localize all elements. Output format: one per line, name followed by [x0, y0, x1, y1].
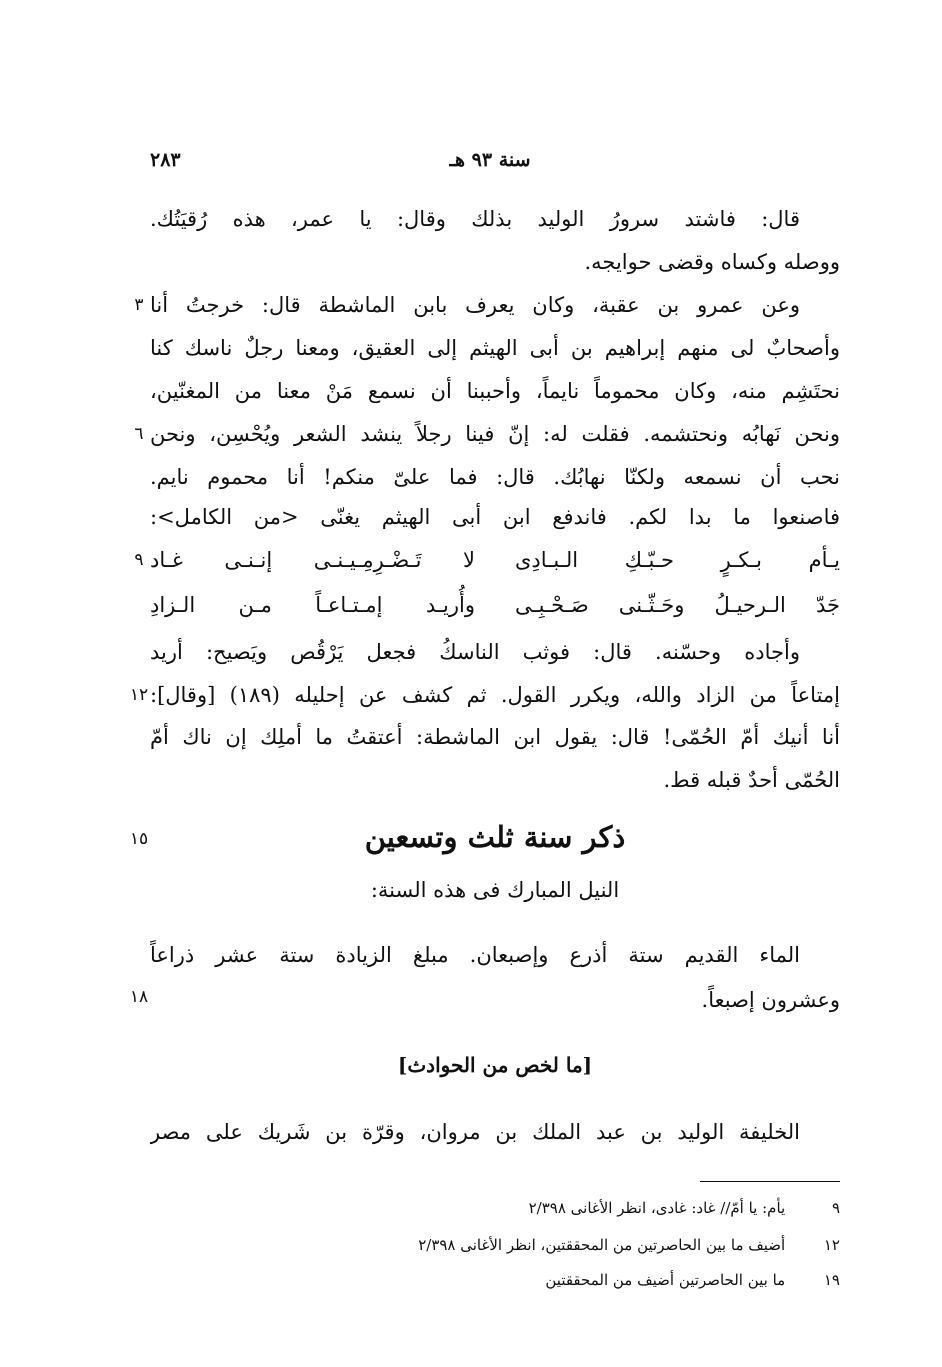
line-number: ١٥ [129, 829, 149, 849]
text-line: نحب أن نسمعه ولكنّا نهابُك. قال: فما علىّ منكم! أنا محموم نايم. [150, 465, 840, 489]
verse-hemistich-first: جَدّ الـرحيـلُ وحَـثّـنى صَـحْـبِـى [515, 593, 840, 617]
line-number: ١٢ [129, 685, 149, 705]
footnote-number: ١٢ [823, 1236, 840, 1254]
footnote [300, 1231, 840, 1259]
footnote-text: أضيف ما بين الحاصرتين من المحققتين، انظر الأغانى ٢/٣٩٨ [418, 1236, 786, 1254]
text-line: نحتَشِم منه، وكان محموماً نايماً، وأحببنا أن نسمع مَنْ معنا من المغنّين، [150, 379, 840, 403]
text-line: الحُمّى أحدٌ قبله قط. [663, 768, 840, 792]
footnote-text: يأم: يا أمّ// غاد: غادى، انظر الأغانى ٢/٣٩٨ [528, 1199, 786, 1217]
text-line: فاصنعوا ما بدا لكم. فاندفع ابن أبى الهيثم يغنّى <من الكامل>: [150, 505, 840, 529]
section-title: ذكر سنة ثلث وتسعين [364, 820, 626, 854]
text-line: أنا أنيك أمّ الحُمّى! قال: يقول ابن الماشطة: أعتقتُ ما أملِك إن ناك أمّ [150, 725, 840, 749]
line-number: ١٨ [129, 987, 149, 1007]
line-number: ٩ [134, 550, 144, 570]
line-number: ٣ [134, 295, 144, 315]
text-line: إمتاعاً من الزاد والله، ويكرر القول. ثم كشف عن إحليله (١٨٩) [وقال]: [150, 683, 840, 707]
footnote [300, 1194, 840, 1222]
verse-hemistich-second: لا تَـضْـرِمِـيـنـى إنـنـى غـاد [150, 548, 475, 572]
footnote [300, 1266, 840, 1294]
footnote-number: ١٩ [823, 1271, 840, 1289]
page-number: ٢٨٣ [150, 149, 181, 171]
events-heading: [ما لخص من الحوادث] [397, 1053, 593, 1077]
text-line: وأجاده وحسّنه. قال: فوثب الناسكُ فجعل يَرْقُص ويَصيح: أريد [150, 640, 800, 664]
text-line: وعن عمرو بن عقبة، وكان يعرف بابن الماشطة قال: خرجتُ أنا [150, 293, 800, 317]
verse-hemistich-first: يـأم بـكـرٍ حـبّـكِ الـبـادِى [515, 548, 840, 572]
text-line: الخليفة الوليد بن عبد الملك بن مروان، وقرّة بن شَريك على مصر [150, 1120, 800, 1144]
text-line: ونحن نَهابُه ونحتشمه. فقلت له: إنّ فينا رجلاً ينشد الشعر ويُحْسِن، ونحن [150, 422, 840, 446]
text-line: وعشرون إصبعاً. [701, 988, 840, 1012]
footnote-number: ٩ [831, 1199, 840, 1217]
footnote-separator [700, 1181, 840, 1182]
footnote-text: ما بين الحاصرتين أضيف من المحققتين [545, 1271, 786, 1289]
verse-hemistich-second: وأُريـد إمـتـاعـاً مـن الـزادِ [150, 593, 475, 617]
line-number: ٦ [134, 424, 144, 444]
nile-heading: النيل المبارك فى هذه السنة: [370, 878, 620, 902]
text-line: قال: فاشتد سرورُ الوليد بذلك وقال: يا عمر، هذه رُقيَتُك. [150, 207, 800, 231]
text-line: ووصله وكساه وقضى حوايجه. [584, 250, 840, 274]
running-title: سنة ٩٣ هـ [449, 149, 531, 171]
text-line: الماء القديم ستة أذرع وإصبعان. مبلغ الزيادة ستة عشر ذراعاً [150, 943, 800, 967]
text-line: وأصحابٌ لى منهم إبراهيم بن أبى الهيثم إلى العقيق، ومعنا رجلٌ ناسك كنا [150, 336, 840, 360]
